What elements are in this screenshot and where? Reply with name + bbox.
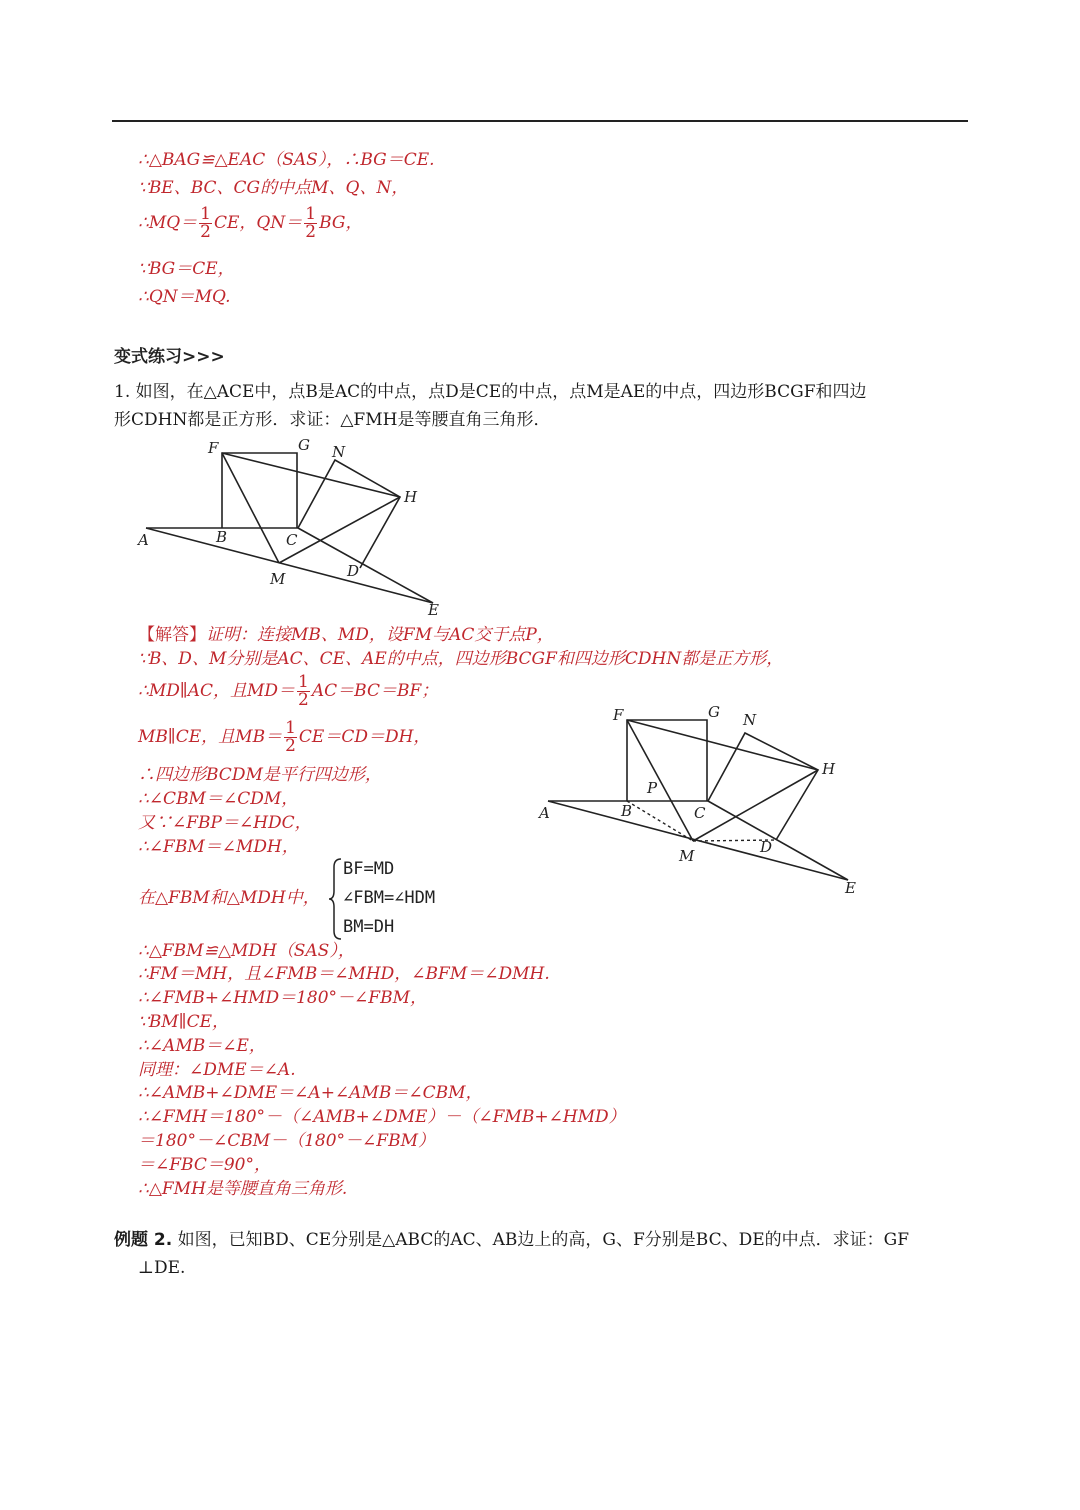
figure-1: [130, 435, 460, 620]
label-G: G: [298, 436, 310, 454]
solution-line-1: 【解答】证明：连接MB、MD，设FM与AC交于点P，: [138, 625, 554, 645]
label-A: A: [539, 804, 550, 822]
solution-line-10: ∴△FBM≌△MDH（SAS），: [138, 941, 355, 961]
fraction-half: $\frac{1}{2}$: [285, 718, 296, 756]
fraction-half: $\frac{1}{2}$: [298, 672, 309, 710]
label-H: H: [404, 488, 418, 506]
variant-heading: 变式练习>>>: [114, 347, 225, 367]
solution-line-17: ∴∠FMH＝180°－（∠AMB+∠DME）－（∠FMB+∠HMD）: [138, 1107, 626, 1127]
figure-2: [530, 700, 870, 900]
label-B: B: [621, 802, 633, 820]
label-C: C: [694, 804, 706, 822]
brace-line-2: ∠FBM=∠HDM: [343, 888, 436, 908]
solution-line-16: ∴∠AMB+∠DME＝∠A+∠AMB＝∠CBM，: [138, 1083, 483, 1103]
example-2-line-1: 例题 2. 如图，已知BD、CE分别是△ABC的AC、AB边上的高，G、F分别是BC、DE的中点．求证：GF: [114, 1230, 909, 1250]
example-2-line-2: ⊥DE.: [138, 1258, 186, 1278]
fraction-half: $\frac{1}{2}$: [305, 204, 317, 242]
solution-line-3: ∴MD∥AC，且MD＝ $\frac{1}{2}$ AC＝BC＝BF；: [138, 672, 439, 710]
solution-line-2: ∵B、D、M分别是AC、CE、AE的中点，四边形BCGF和四边形CDHN都是正方形，: [138, 649, 784, 669]
proof-line-1: ∴△BAG≌△EAC（SAS），∴BG＝CE.: [138, 150, 435, 170]
label-D: D: [347, 562, 360, 580]
solution-line-8: ∴∠FBM＝∠MDH，: [138, 837, 299, 857]
problem-1-line-1: 1. 如图，在△ACE中，点B是AC的中点，点D是CE的中点，点M是AE的中点，四边形BCGF和四边: [114, 382, 867, 402]
brace-line-3: BM=DH: [343, 917, 395, 937]
label-C: C: [286, 531, 298, 549]
solution-line-7: 又∵∠FBP＝∠HDC，: [138, 813, 312, 833]
label-H: H: [822, 760, 836, 778]
label-M: M: [270, 570, 286, 588]
problem-1-line-2: 形CDHN都是正方形．求证：△FMH是等腰直角三角形．: [114, 410, 551, 430]
solution-line-15: 同理：∠DME＝∠A.: [138, 1060, 296, 1080]
proof-line-2: ∵BE、BC、CG的中点M、Q、N，: [138, 178, 409, 198]
solution-line-20: ∴△FMH是等腰直角三角形.: [138, 1179, 348, 1199]
solution-line-18: ＝180°－∠CBM－（180°－∠FBM）: [138, 1131, 435, 1151]
label-E: E: [845, 879, 856, 897]
solution-line-9: 在△FBM和△MDH中，: [138, 888, 320, 908]
label-D: D: [760, 838, 773, 856]
label-M: M: [679, 847, 695, 865]
solution-line-6: ∴∠CBM＝∠CDM，: [138, 789, 299, 809]
solution-line-19: ＝∠FBC＝90°，: [138, 1155, 271, 1175]
proof-line-5: ∴QN＝MQ.: [138, 287, 231, 307]
brace-line-1: BF=MD: [343, 859, 395, 879]
label-B: B: [216, 528, 228, 546]
solution-line-4: MB∥CE，且MB＝ $\frac{1}{2}$ CE＝CD＝DH，: [138, 718, 431, 756]
solution-line-14: ∴∠AMB＝∠E，: [138, 1036, 266, 1056]
proof-line-4: ∵BG＝CE，: [138, 259, 235, 279]
label-A: A: [138, 531, 149, 549]
condition-brace: [327, 857, 487, 941]
header-rule: [112, 120, 968, 122]
label-F: F: [613, 706, 624, 724]
label-F: F: [208, 439, 219, 457]
brace-icon: [327, 857, 343, 941]
fraction-half: $\frac{1}{2}$: [200, 204, 211, 242]
solution-line-12: ∴∠FMB+∠HMD＝180°－∠FBM，: [138, 988, 427, 1008]
proof-line-3: ∴MQ＝ $\frac{1}{2}$ CE，QN＝ $\frac{1}{2}$ BG，: [138, 204, 363, 242]
label-G: G: [708, 703, 720, 721]
label-E: E: [428, 601, 439, 619]
label-P: P: [647, 779, 658, 797]
label-N: N: [332, 443, 346, 461]
solution-line-11: ∴FM＝MH，且∠FMB＝∠MHD，∠BFM＝∠DMH.: [138, 964, 550, 984]
solution-line-13: ∵BM∥CE，: [138, 1012, 229, 1032]
label-N: N: [743, 711, 757, 729]
solution-line-5: ∴四边形BCDM是平行四边形，: [138, 765, 382, 785]
